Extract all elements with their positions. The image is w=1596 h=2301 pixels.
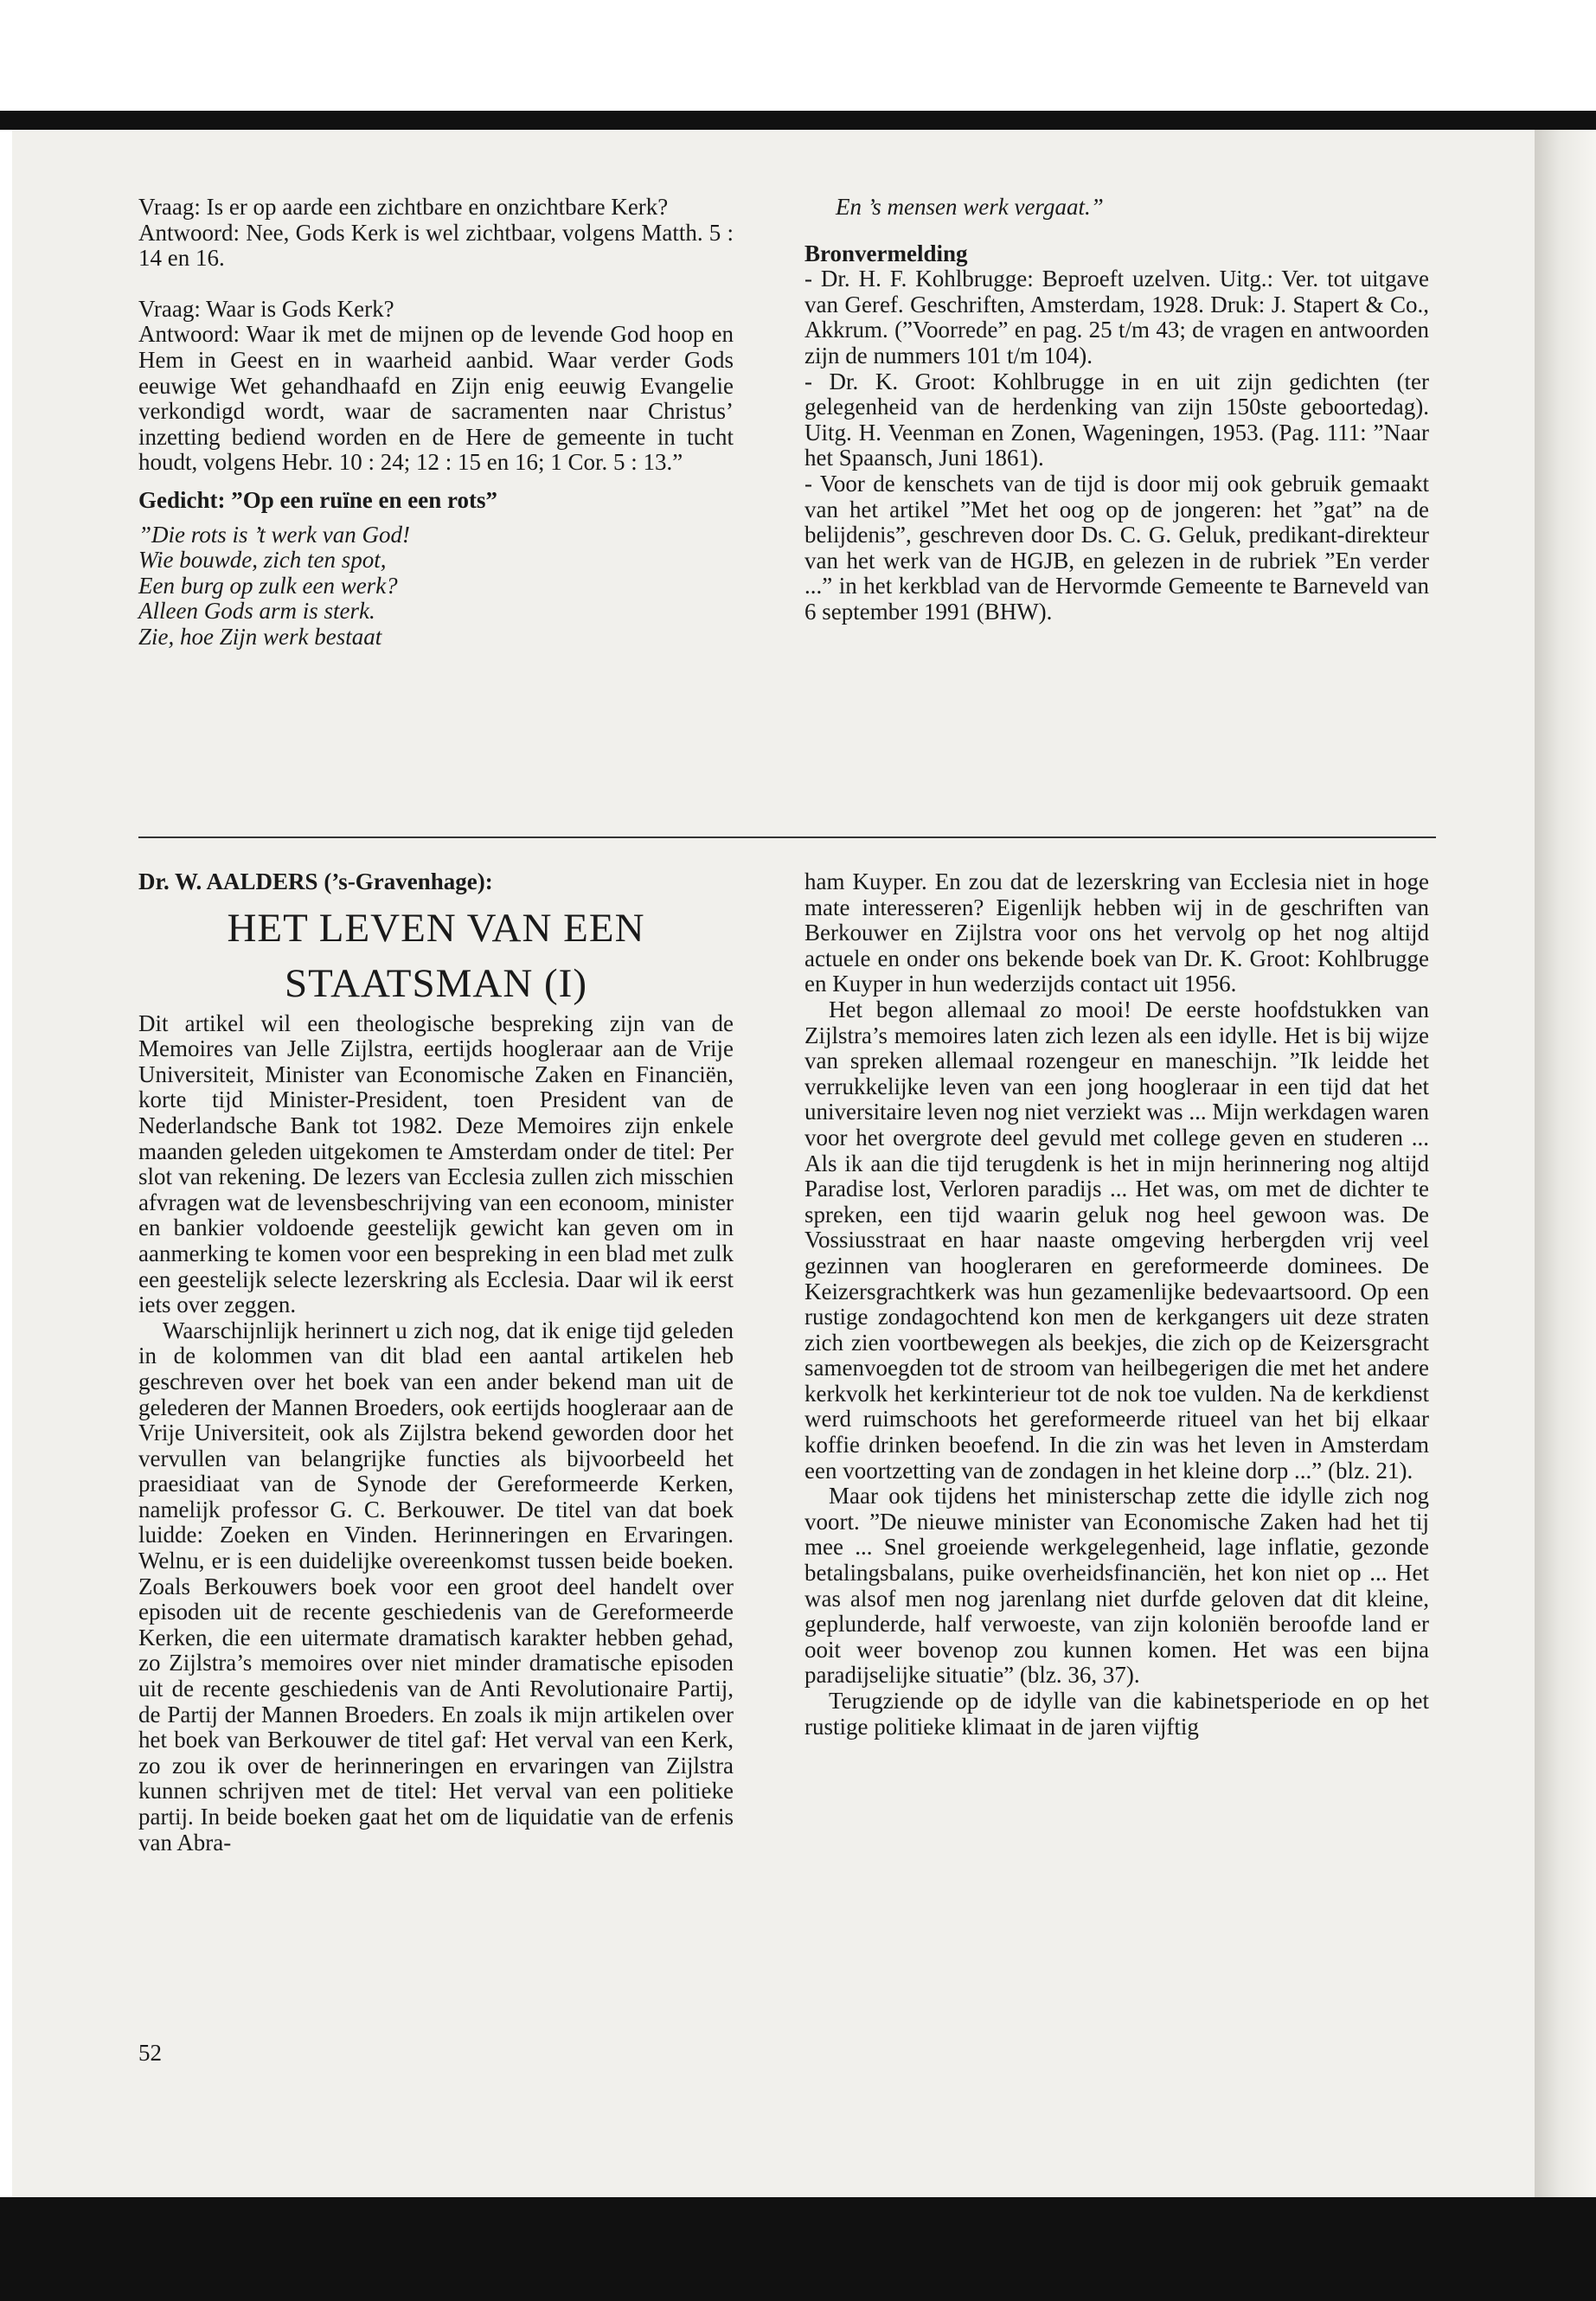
poem-line: Een burg op zulk een werk?	[138, 572, 398, 599]
page-edge-shadow	[1535, 130, 1596, 2197]
article-author: Dr. W. AALDERS (’s-Gravenhage):	[138, 868, 493, 894]
poem-line: ”Die rots is ’t werk van God!	[138, 521, 410, 548]
answer-1: Antwoord: Nee, Gods Kerk is wel zichtbaar, volgens Matth. 5 : 14 en 16.	[138, 219, 734, 272]
poem-last-line: En ’s mensen werk vergaat.”	[836, 194, 1104, 220]
article-right-column	[804, 869, 1429, 1740]
article-title-line-2: STAATSMAN (I)	[285, 960, 587, 1006]
article-title-line-1: HET LEVEN VAN EEN	[227, 905, 645, 951]
upper-right-column	[804, 195, 1429, 625]
article-paragraph: Waarschijnlijk herinnert u zich nog, dat ik enige tijd geleden in de kolommen van dit blad een aantal artikelen heb geschreven over het boek van een ander bekend man uit de gelederen der Mannen Broeders, ook eertijds hoogleraar aan de Vrije Universiteit, ook als Zijlstra bekend geworden door het vervullen van belangrijke functies als bijvoorbeeld het praesidiaat van de Synode der Gereformeerde Kerken, namelijk professor G. C. Berkouwer. De titel van dat boek luidde: Zoeken en Vinden. Herinneringen en Ervaringen. Welnu, er is een duidelijke overeenkomst tussen beide boeken. Zoals Berkouwers boek voor een groot deel handelt over episoden uit de recente geschiedenis van de Gereformeerde Kerken, die een uitermate dramatisch karakter hebben gehad, zo Zijlstra’s memoires over niet minder dramatische episoden uit de recente geschiedenis van de Anti Revolutionaire Partij, de Partij der Mannen Broeders. En zoals ik mijn artikelen over het boek van Berkouwer de titel gaf: Het verval van een Kerk, zo zou ik over de herinneringen en ervaringen van Zijlstra kunnen schrijven met de titel: Het verval van een politieke partij. In beide boeken gaat het om de liquidatie van de erfenis van Abra-	[138, 1317, 734, 1856]
upper-left-column	[138, 195, 734, 651]
question-1: Vraag: Is er op aarde een zichtbare en onzichtbare Kerk?	[138, 194, 669, 220]
source-item: - Dr. H. F. Kohlbrugge: Beproeft uzelven. Uitg.: Ver. tot uitgave van Geref. Geschriften, Amsterdam, 1928. Druk: J. Stapert & Co., Akkrum. (”Voorrede” en pag. 25 t/m 43; de vragen en antwoorden zijn de nummers 101 t/m 104).	[804, 266, 1429, 369]
question-2: Vraag: Waar is Gods Kerk?	[138, 295, 394, 322]
poem-line: Alleen Gods arm is sterk.	[138, 598, 375, 625]
scan-bottom-border	[0, 2197, 1596, 2301]
sources-heading: Bronvermelding	[804, 240, 968, 266]
section-divider	[138, 836, 1436, 838]
source-item: - Voor de kenschets van de tijd is door mij ook gebruik gemaakt van het artikel ”Met het oog op de jongeren: het ”gat” na de belijdenis”, geschreven door Ds. C. G. Geluk, predikant-direkteur van het werk van de HGJB, en gelezen in de rubriek ”En verder ...” in het kerkblad van de Hervormde Gemeente te Barneveld van 6 september 1991 (BHW).	[804, 470, 1429, 625]
page-number: 52	[138, 2040, 162, 2066]
article-paragraph: ham Kuyper. En zou dat de lezerskring van Ecclesia niet in hoge mate interesseren? Eigenlijk hebben wij in de geschriften van Berkouwer en Zijlstra voor ons het vervolg op het nog altijd actuele en onder ons bekende boek van Dr. K. Groot: Kohlbrugge en Kuyper in hun wederzijds contact uit 1956.	[804, 868, 1429, 997]
poem-line: Wie bouwde, zich ten spot,	[138, 547, 387, 574]
article-paragraph: Terugziende op de idylle van die kabinetsperiode en op het rustige politieke klimaat in de jaren vijftig	[804, 1688, 1429, 1740]
poem-line: Zie, hoe Zijn werk bestaat	[138, 623, 382, 650]
article-paragraph: Dit artikel wil een theologische bespreking zijn van de Memoires van Jelle Zijlstra, eertijds hoogleraar aan de Vrije Universiteit, Minister van Economische Zaken en Financiën, korte tijd Minister-President, toen President van de Nederlandsche Bank tot 1982. Deze Memoires zijn enkele maanden geleden uitgekomen te Amsterdam onder de titel: Per slot van rekening. De lezers van Ecclesia zullen zich misschien afvragen wat de levensbeschrijving van een econoom, minister en bankier voldoende geestelijk gewicht kan geven om in aanmerking te komen voor een bespreking in een blad met zulk een geestelijk selecte lezerskring als Ecclesia. Daar wil ik eerst iets over zeggen.	[138, 1009, 734, 1318]
article-paragraph: Het begon allemaal zo mooi! De eerste hoofdstukken van Zijlstra’s memoires laten zich lezen als een idylle. Het is bij wijze van spreken allemaal rozengeur en maneschijn. ”Ik leidde het verrukkelijke leven van een jong hoogleraar in een tijd dat het universitaire leven nog niet verziekt was ... Mijn werkdagen waren voor het overgrote deel gevuld met college geven en studeren ... Als ik aan die tijd terugdenk is het in mijn herinnering nog altijd Paradise lost, Verloren paradijs ... Het was, om met de dichter te spreken, een tijd waarin geluk nog heel gewoon was. De Vossiusstraat en haar naaste omgeving herbergden vrij veel gezinnen van hoogleraren en gereformeerde dominees. De Keizersgrachtkerk was hun gezamenlijke bedevaartsoord. Op een rustige zondagochtend kon men de kerkgangers uit deze straten zich zien voortbewegen als beekjes, die zich op de Keizersgracht samenvoegden tot de stroom van heilbegerigen die met het andere kerkvolk het kerkinterieur tot de nok toe vulden. Na de kerkdienst werd ruimschoots het gereformeerde ritueel van het bij elkaar koffie drinken beoefend. In die zin was het leven in Amsterdam een voortzetting van de zondagen in het kleine dorp ...” (blz. 21).	[804, 996, 1429, 1484]
scan-top-margin	[0, 0, 1596, 111]
source-item: - Dr. K. Groot: Kohlbrugge in en uit zijn gedichten (ter gelegenheid van de herdenking van zijn 150ste geboortedag). Uitg. H. Veenman en Zonen, Wageningen, 1953. (Pag. 111: ”Naar het Spaansch, Juni 1861).	[804, 368, 1429, 471]
poem-title: Gedicht: ”Op een ruïne en een rots”	[138, 486, 497, 513]
article-left-column	[138, 869, 734, 1856]
article-paragraph: Maar ook tijdens het ministerschap zette die idylle zich nog voort. ”De nieuwe minister van Economische Zaken had het tij mee ... Snel groeiende werkgelegenheid, lage inflatie, gezonde betalingsbalans, puike overheidsfinanciën, het kon niet op ... Het was alsof men nog jarenlang niet durfde geloven dat dit kleine, geplunderde, half verwoeste, van zijn koloniën beroofde land er ooit weer bovenop zou kunnen komen. Het was een bijna paradijselijke situatie” (blz. 36, 37).	[804, 1483, 1429, 1689]
scan-top-border	[0, 111, 1596, 130]
answer-2: Antwoord: Waar ik met de mijnen op de levende God hoop en Hem in Geest en in waarheid aanbid. Waar verder Gods eeuwige Wet gehandhaafd en Zijn enig eeuwig Evangelie verkondigd wordt, waar de sacramenten naar Christus’ inzetting bediend worden en de Here de gemeente in tucht houdt, volgens Hebr. 10 : 24; 12 : 15 en 16; 1 Cor. 5 : 13.”	[138, 321, 734, 476]
